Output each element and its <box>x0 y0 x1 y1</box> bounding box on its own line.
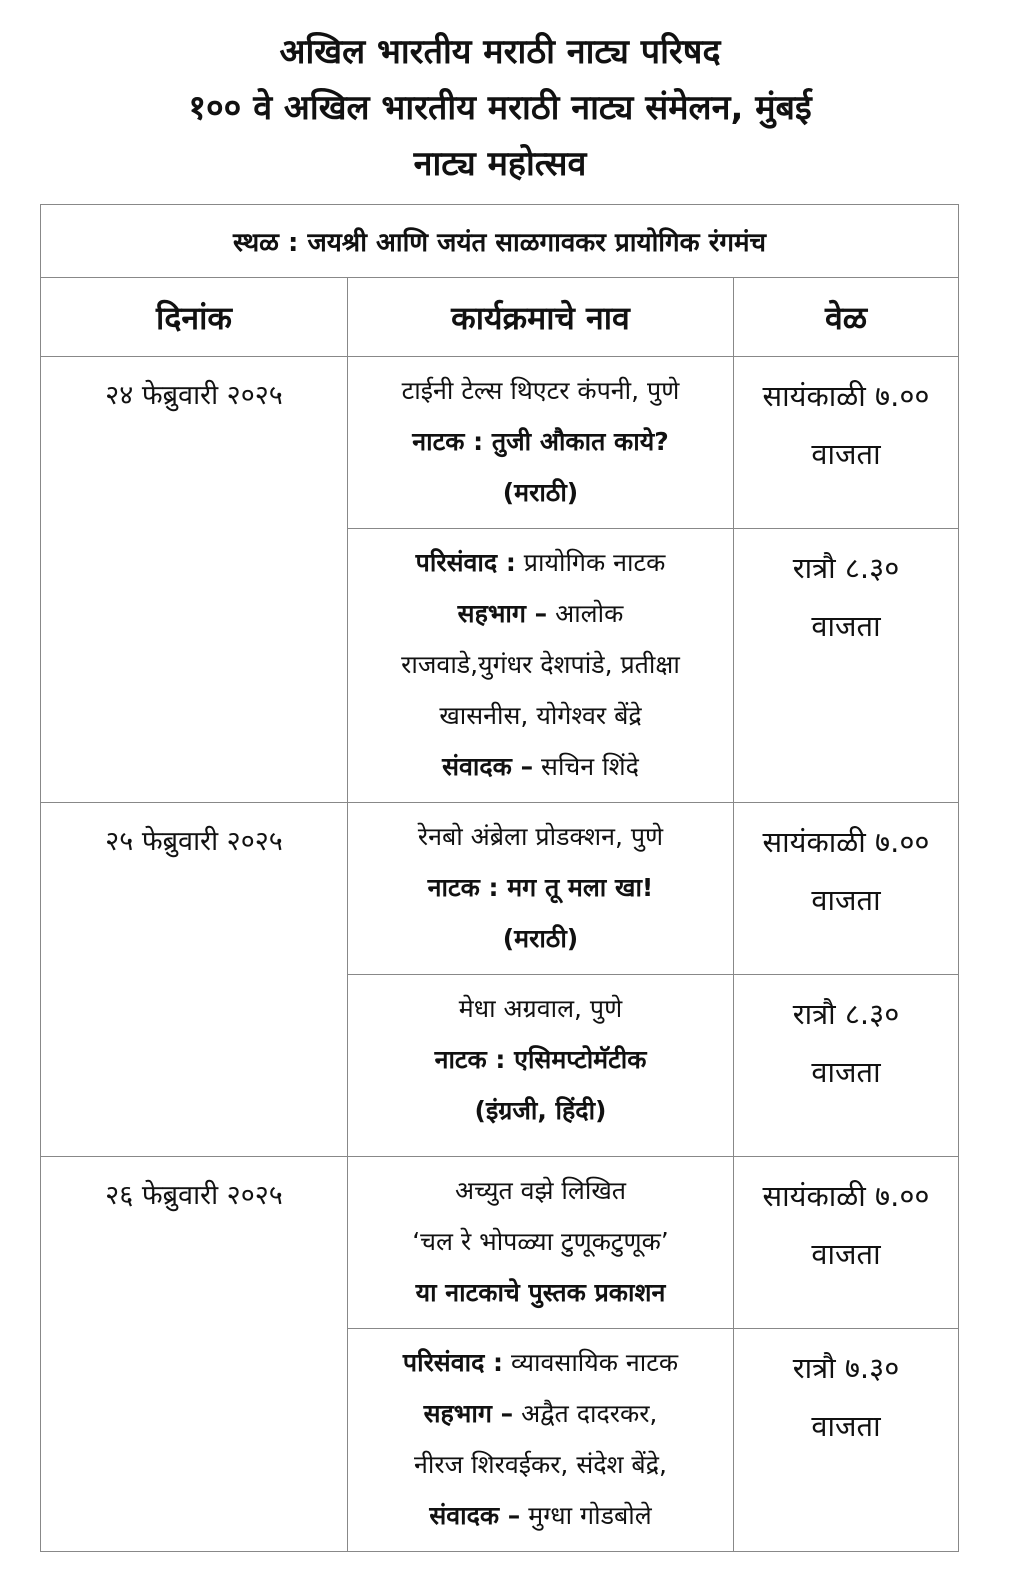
moderator-label: संवादक – <box>442 752 534 781</box>
moderator-label: संवादक – <box>429 1501 521 1530</box>
schedule-table <box>40 204 959 1552</box>
participants-text: खासनीस, योगेश्वर बेंद्रे <box>439 701 642 730</box>
book-title: ‘चल रे भोपळ्या टुणूकटुणूक’ <box>412 1227 669 1256</box>
organization-title: अखिल भारतीय मराठी नाट्य परिषद <box>279 32 721 72</box>
program-cell <box>348 357 734 529</box>
play-title: नाटक : मग तू मला खा! <box>427 873 654 902</box>
column-header-program: कार्यक्रमाचे नाव <box>348 278 734 357</box>
column-header-time: वेळ <box>734 278 959 357</box>
troupe-name: टाईनी टेल्स थिएटर कंपनी, पुणे <box>401 376 680 405</box>
table-row <box>41 1157 959 1329</box>
date-cell: २५ फेब्रुवारी २०२५ <box>41 803 348 1157</box>
table-row <box>41 357 959 529</box>
participants-text: अद्वैत दादरकर, <box>513 1399 658 1428</box>
play-title: नाटक : तुजी औकात काये? <box>412 427 669 456</box>
program-cell <box>348 975 734 1157</box>
topic-text: व्यावसायिक नाटक <box>503 1348 679 1377</box>
time-suffix: वाजता <box>811 883 881 917</box>
time-suffix: वाजता <box>811 1409 881 1443</box>
time-value: सायंकाळी ७.०० <box>762 825 930 859</box>
time-value: रात्रौ ७.३० <box>792 1351 900 1385</box>
topic-text: प्रायोगिक नाटक <box>515 548 666 577</box>
participants-text: राजवाडे,युगंधर देशपांडे, प्रतीक्षा <box>401 650 680 679</box>
date-cell: २६ फेब्रुवारी २०२५ <box>41 1157 348 1552</box>
time-cell <box>734 803 959 975</box>
time-cell <box>734 1329 959 1552</box>
festival-title: नाट्य महोत्सव <box>413 144 587 184</box>
moderator-text: सचिन शिंदे <box>533 752 639 781</box>
time-value: रात्रौ ८.३० <box>792 997 900 1031</box>
participants-label: सहभाग – <box>423 1399 514 1428</box>
program-cell <box>348 529 734 803</box>
play-language: (मराठी) <box>502 924 579 953</box>
venue-label: स्थळ : जयश्री आणि जयंत साळगावकर प्रायोगिक रंगमंच <box>41 205 959 278</box>
troupe-name: मेधा अग्रवाल, पुणे <box>458 994 623 1023</box>
book-launch-label: या नाटकाचे पुस्तक प्रकाशन <box>415 1278 666 1307</box>
time-cell <box>734 357 959 529</box>
participants-text: नीरज शिरवईकर, संदेश बेंद्रे, <box>414 1450 667 1479</box>
time-cell <box>734 1157 959 1329</box>
play-language: (इंग्रजी, हिंदी) <box>474 1096 607 1125</box>
document-header <box>0 24 1000 192</box>
time-suffix: वाजता <box>811 437 881 471</box>
venue-row <box>41 205 959 278</box>
time-cell <box>734 529 959 803</box>
time-suffix: वाजता <box>811 1055 881 1089</box>
program-cell <box>348 1329 734 1552</box>
table-row <box>41 803 959 975</box>
participants-label: सहभाग – <box>457 599 548 628</box>
time-value: सायंकाळी ७.०० <box>762 1179 930 1213</box>
column-header-date: दिनांक <box>41 278 348 357</box>
troupe-name: रेनबो अंब्रेला प्रोडक्शन, पुणे <box>417 822 664 851</box>
time-value: रात्रौ ८.३० <box>792 551 900 585</box>
author-line: अच्युत वझे लिखित <box>454 1176 627 1205</box>
play-language: (मराठी) <box>502 478 579 507</box>
program-cell <box>348 1157 734 1329</box>
time-suffix: वाजता <box>811 609 881 643</box>
play-title: नाटक : एसिमप्टोमॅटीक <box>434 1045 647 1074</box>
topic-label: परिसंवाद : <box>415 548 516 577</box>
program-cell <box>348 803 734 975</box>
header-row <box>41 278 959 357</box>
time-suffix: वाजता <box>811 1237 881 1271</box>
participants-text: आलोक <box>547 599 624 628</box>
date-cell: २४ फेब्रुवारी २०२५ <box>41 357 348 803</box>
time-value: सायंकाळी ७.०० <box>762 379 930 413</box>
moderator-text: मुग्धा गोडबोले <box>520 1501 652 1530</box>
topic-label: परिसंवाद : <box>402 1348 504 1377</box>
event-title: १०० वे अखिल भारतीय मराठी नाट्य संमेलन, मुंबई <box>188 88 812 128</box>
time-cell <box>734 975 959 1157</box>
